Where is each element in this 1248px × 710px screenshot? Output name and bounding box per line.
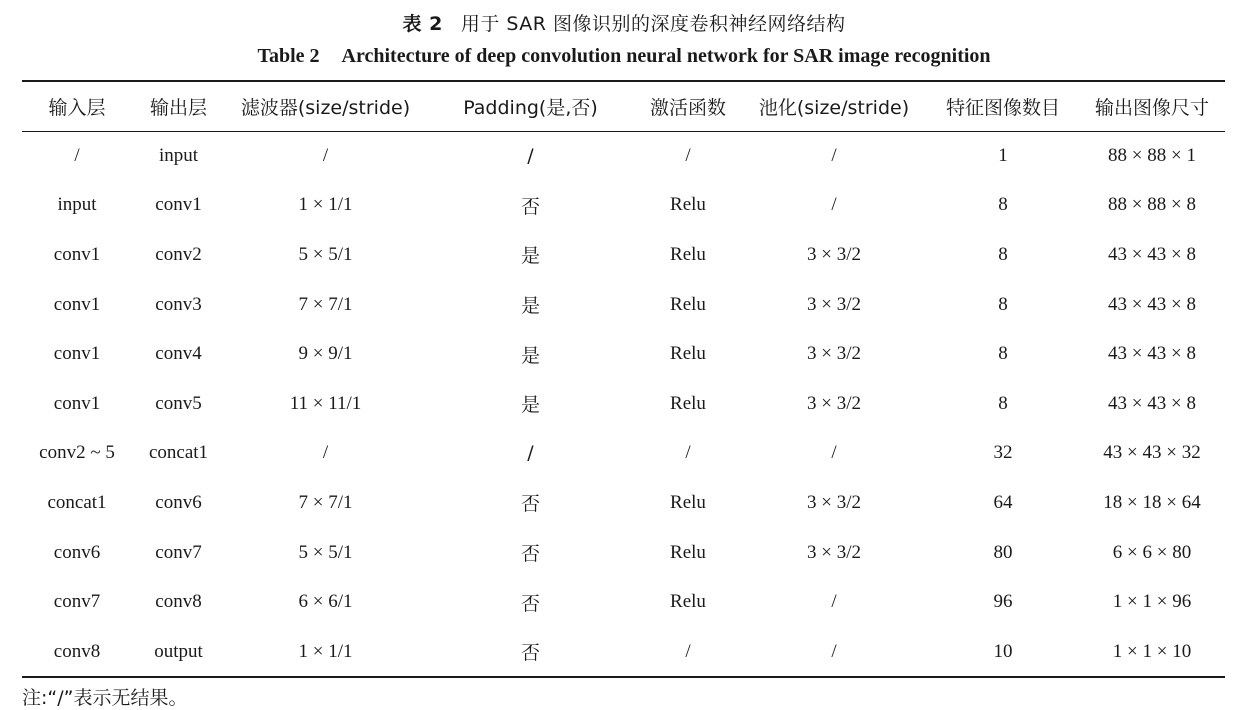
- cell-pooling: /: [831, 640, 837, 662]
- table-title-en: Architecture of deep convolution neural network for SAR image recognition: [341, 45, 991, 67]
- table-row: [22, 478, 1225, 528]
- cell-output-layer: conv2: [155, 243, 202, 265]
- cell-filter: /: [322, 442, 329, 464]
- cell-feature-maps: 64: [993, 491, 1013, 513]
- cell-filter: 9 × 9/1: [298, 343, 353, 365]
- cell-input-layer: conv1: [53, 343, 101, 365]
- cell-output-layer: conv5: [155, 392, 202, 414]
- header-filter: 滤波器(size/stride): [240, 97, 411, 119]
- cell-padding: 是: [520, 295, 540, 318]
- header-output-size: 输出图像尺寸: [1094, 97, 1209, 119]
- cell-input-layer: conv1: [53, 392, 101, 414]
- cell-activation: /: [685, 442, 691, 464]
- cell-input-layer: concat1: [47, 491, 107, 513]
- table-row: [22, 528, 1225, 578]
- cell-pooling: 3 × 3/2: [807, 491, 861, 513]
- cell-pooling: /: [831, 194, 837, 216]
- cell-activation: /: [685, 144, 691, 166]
- cell-padding: 否: [520, 592, 540, 615]
- table-number-cn: 表 2: [402, 13, 443, 35]
- cell-pooling: /: [831, 442, 837, 464]
- cell-filter: 5 × 5/1: [298, 243, 353, 265]
- cell-feature-maps: 8: [998, 343, 1008, 365]
- cell-activation: Relu: [670, 343, 706, 365]
- table-row: [22, 280, 1225, 330]
- table-row: [22, 429, 1225, 479]
- cell-output-layer: conv1: [155, 194, 202, 216]
- cell-filter: 11 × 11/1: [289, 392, 362, 414]
- cell-activation: Relu: [670, 243, 706, 265]
- cell-filter: 6 × 6/1: [298, 591, 353, 613]
- table-row: [22, 230, 1225, 280]
- cell-output-size: 88 × 88 × 8: [1108, 194, 1196, 216]
- table-row: [22, 131, 1225, 181]
- cell-padding: 否: [520, 493, 540, 516]
- cell-activation: Relu: [670, 293, 706, 315]
- header-activation: 激活函数: [649, 97, 726, 119]
- table-row: [22, 577, 1225, 627]
- cell-padding: 否: [520, 642, 540, 665]
- cell-output-size: 18 × 18 × 64: [1103, 491, 1201, 513]
- cell-output-size: 43 × 43 × 32: [1103, 442, 1201, 464]
- cell-output-layer: conv3: [155, 293, 202, 315]
- cell-feature-maps: 1: [998, 144, 1008, 166]
- cell-input-layer: conv6: [53, 541, 101, 563]
- cell-output-layer: conv6: [155, 491, 202, 513]
- cell-output-size: 1 × 1 × 10: [1112, 640, 1192, 662]
- header-input-layer: 输入层: [48, 97, 106, 119]
- cell-output-size: 43 × 43 × 8: [1108, 243, 1196, 265]
- cell-pooling: /: [831, 591, 837, 613]
- cell-input-layer: conv1: [53, 243, 101, 265]
- cell-output-layer: concat1: [148, 442, 209, 464]
- architecture-table: [22, 82, 1225, 677]
- table-row: [22, 181, 1225, 231]
- cell-activation: Relu: [670, 541, 706, 563]
- cell-pooling: 3 × 3/2: [807, 293, 861, 315]
- cell-pooling: 3 × 3/2: [807, 392, 861, 414]
- cell-padding: /: [527, 144, 534, 167]
- table-footnote: 注:“/”表示无结果。: [22, 687, 188, 709]
- cell-feature-maps: 8: [998, 293, 1008, 315]
- cell-feature-maps: 10: [993, 640, 1013, 662]
- cell-activation: Relu: [670, 591, 706, 613]
- table-caption-en: [0, 45, 1248, 68]
- cell-padding: 否: [520, 195, 540, 218]
- cell-padding: 是: [520, 245, 540, 268]
- cell-feature-maps: 32: [993, 442, 1013, 464]
- cell-output-size: 43 × 43 × 8: [1108, 392, 1196, 414]
- cell-output-size: 43 × 43 × 8: [1108, 343, 1196, 365]
- cell-input-layer: input: [57, 194, 97, 216]
- header-pooling: 池化(size/stride): [758, 97, 910, 119]
- cell-filter: 7 × 7/1: [298, 293, 353, 315]
- cell-activation: Relu: [670, 491, 706, 513]
- cell-pooling: 3 × 3/2: [807, 343, 861, 365]
- cell-activation: /: [685, 640, 691, 662]
- cell-output-layer: conv7: [155, 541, 202, 563]
- table-caption-cn: [0, 9, 1248, 36]
- cell-pooling: /: [831, 144, 837, 166]
- cell-activation: Relu: [670, 194, 706, 216]
- cell-filter: 7 × 7/1: [298, 491, 353, 513]
- cell-output-layer: conv4: [155, 343, 202, 365]
- cell-feature-maps: 8: [998, 243, 1008, 265]
- cell-input-layer: conv1: [53, 293, 101, 315]
- cell-padding: 是: [520, 394, 540, 417]
- cell-pooling: 3 × 3/2: [807, 541, 861, 563]
- cell-feature-maps: 96: [993, 591, 1013, 613]
- cell-feature-maps: 8: [998, 194, 1008, 216]
- cell-output-size: 88 × 88 × 1: [1108, 144, 1196, 166]
- cell-input-layer: conv2 ~ 5: [39, 442, 115, 464]
- header-padding: Padding(是,否): [463, 97, 598, 119]
- header-feature-maps: 特征图像数目: [945, 97, 1060, 119]
- cell-output-layer: output: [154, 640, 203, 662]
- cell-input-layer: conv8: [53, 640, 101, 662]
- table-number-en: Table 2: [257, 45, 320, 67]
- cell-output-layer: conv8: [155, 591, 202, 613]
- cell-output-size: 6 × 6 × 80: [1112, 541, 1192, 563]
- cell-padding: 是: [520, 344, 540, 367]
- cell-padding: 否: [520, 543, 540, 566]
- table-row: [22, 329, 1225, 379]
- header-output-layer: 输出层: [149, 97, 207, 119]
- cell-pooling: 3 × 3/2: [807, 243, 861, 265]
- cell-feature-maps: 80: [993, 541, 1013, 563]
- cell-activation: Relu: [670, 392, 706, 414]
- cell-filter: 5 × 5/1: [298, 541, 353, 563]
- header-row: [22, 82, 1225, 131]
- cell-filter: 1 × 1/1: [298, 194, 353, 216]
- cell-input-layer: /: [74, 144, 80, 166]
- cell-input-layer: conv7: [53, 591, 101, 613]
- cell-output-size: 1 × 1 × 96: [1112, 591, 1192, 613]
- cell-padding: /: [527, 442, 534, 465]
- cell-output-size: 43 × 43 × 8: [1108, 293, 1196, 315]
- cell-feature-maps: 8: [998, 392, 1008, 414]
- cell-filter: 1 × 1/1: [298, 640, 353, 662]
- table-row: [22, 379, 1225, 429]
- table-title-cn: 用于 SAR 图像识别的深度卷积神经网络结构: [460, 13, 846, 35]
- table-row: [22, 627, 1225, 677]
- cell-filter: /: [322, 144, 329, 166]
- cell-output-layer: input: [158, 144, 199, 166]
